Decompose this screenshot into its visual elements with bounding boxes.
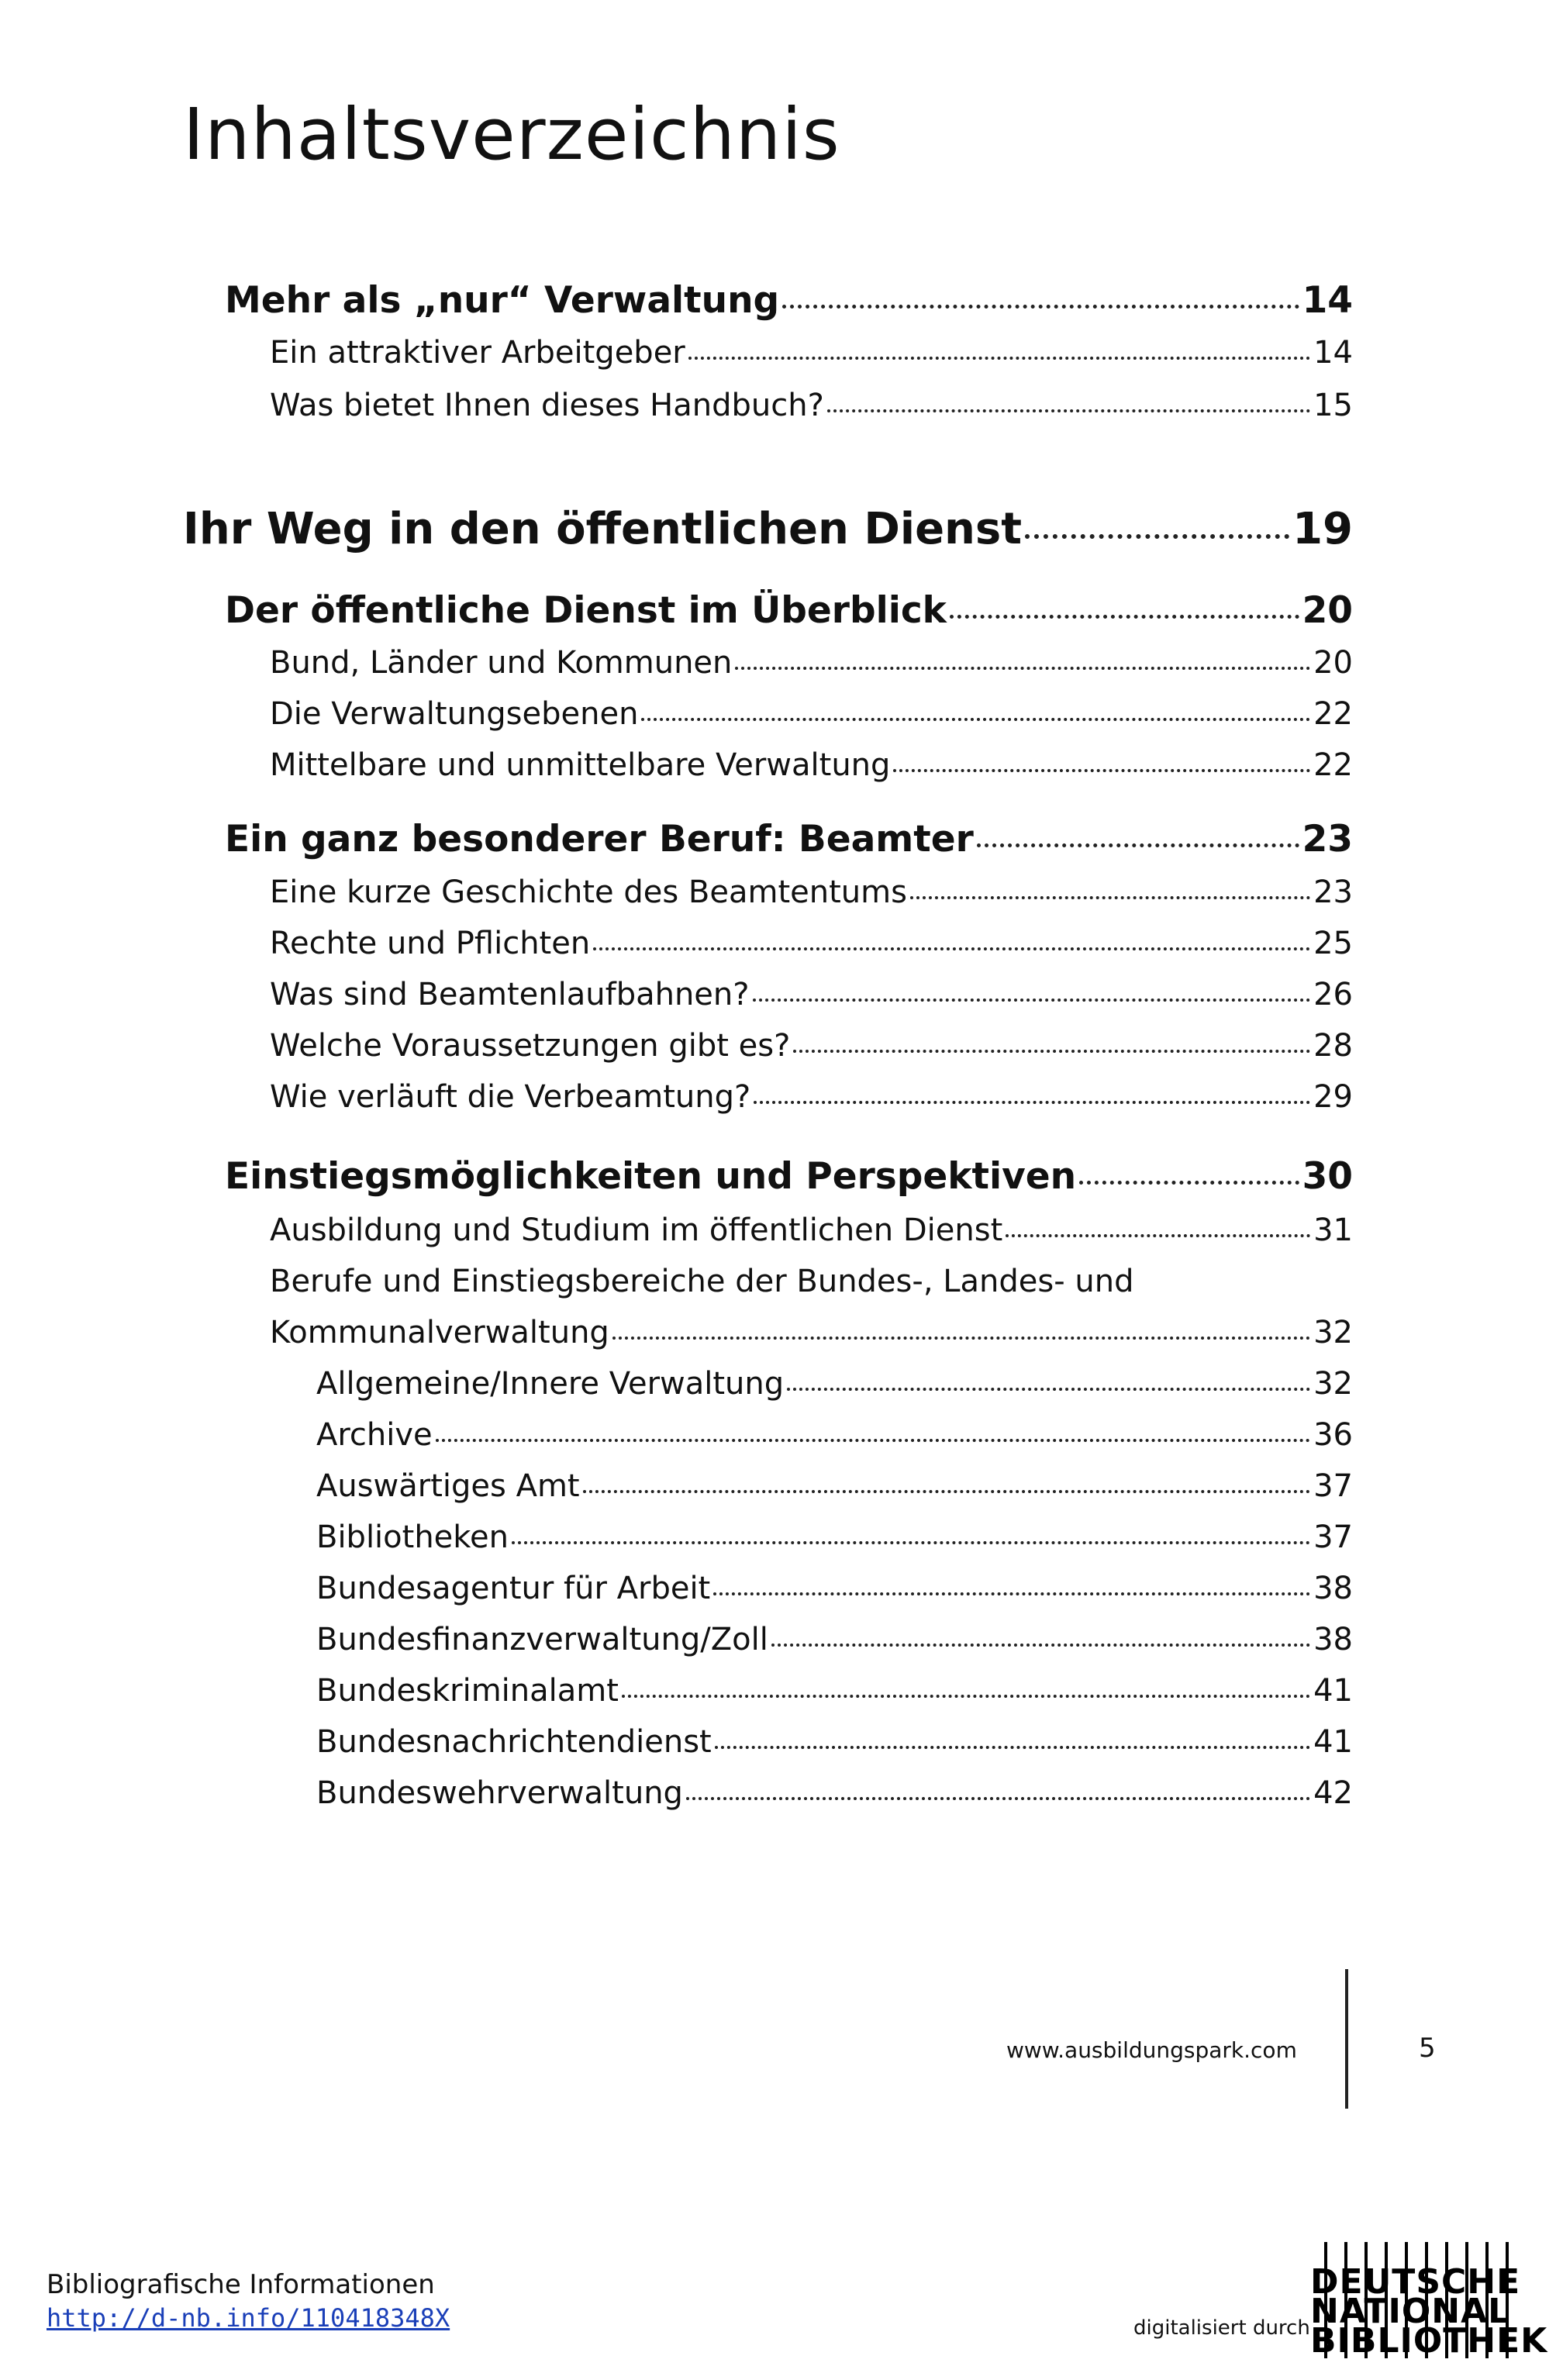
toc-entry[interactable] (183, 504, 1353, 554)
toc-entry-label: Eine kurze Geschichte des Beamtentums (270, 874, 907, 910)
toc-entry[interactable] (225, 1155, 1353, 1198)
toc-entry-label: Auswärtiges Amt (316, 1468, 580, 1504)
toc-entry-page: 22 (1313, 747, 1353, 783)
dnb-logo-line: NATIONAL (1310, 2292, 1511, 2331)
toc-entry[interactable] (316, 1571, 1353, 1606)
toc-leader-dots (612, 1337, 1310, 1340)
toc-entry-label: Der öffentliche Dienst im Überblick (225, 589, 947, 632)
toc-entry-label: Bundeskriminalamt (316, 1673, 619, 1709)
toc-leader-dots (686, 1797, 1310, 1800)
footer-url: www.ausbildungspark.com (1006, 2037, 1297, 2063)
toc-leader-dots (893, 769, 1310, 772)
toc-entry[interactable] (316, 1673, 1353, 1709)
toc-entry[interactable] (316, 1417, 1353, 1453)
toc-entry-page: 30 (1302, 1155, 1353, 1198)
toc-entry-page: 25 (1313, 926, 1353, 961)
toc-entry-label: Wie verläuft die Verbeamtung? (270, 1079, 751, 1115)
dnb-logo-line: BIBLIOTHEK (1310, 2321, 1548, 2361)
toc-leader-dots (713, 1592, 1310, 1595)
toc-entry[interactable] (270, 696, 1353, 732)
toc-entry[interactable] (316, 1724, 1353, 1760)
toc-entry-page: 14 (1313, 335, 1353, 371)
toc-entry-page: 28 (1313, 1028, 1353, 1064)
toc-entry-page: 20 (1313, 645, 1353, 681)
toc-leader-dots (512, 1541, 1310, 1544)
toc-entry-label: Rechte und Pflichten (270, 926, 591, 961)
toc-entry-page: 22 (1313, 696, 1353, 732)
toc-entry-page: 42 (1313, 1775, 1353, 1811)
toc-leader-dots (593, 947, 1310, 950)
toc-entry[interactable] (270, 747, 1353, 783)
toc-entry-label: Bund, Länder und Kommunen (270, 645, 733, 681)
toc-leader-dots (827, 409, 1310, 412)
biblio-heading: Bibliografische Informationen (47, 2269, 435, 2300)
toc-entry[interactable] (225, 589, 1353, 632)
toc-leader-dots (436, 1439, 1310, 1442)
page-title: Inhaltsverzeichnis (183, 93, 840, 176)
toc-entry-page: 37 (1313, 1468, 1353, 1504)
toc-entry[interactable] (270, 388, 1353, 423)
toc-leader-dots (771, 1644, 1310, 1647)
toc-entry-page: 41 (1313, 1673, 1353, 1709)
dnb-logo (1310, 2242, 1548, 2361)
toc-entry[interactable] (270, 645, 1353, 681)
toc-leader-dots (754, 1101, 1310, 1104)
toc-entry-page: 29 (1313, 1079, 1353, 1115)
toc-entry[interactable] (316, 1775, 1353, 1811)
toc-entry-label: Mittelbare und unmittelbare Verwaltung (270, 747, 891, 783)
dnb-logo-line: DEUTSCHE (1310, 2262, 1521, 2302)
toc-entry[interactable] (316, 1519, 1353, 1555)
toc-leader-dots (688, 357, 1310, 360)
toc-entry-page: 23 (1313, 874, 1353, 910)
toc-entry[interactable] (270, 977, 1353, 1012)
bibliographic-info (47, 2268, 450, 2334)
toc-entry[interactable] (270, 335, 1353, 371)
toc-entry-page: 23 (1302, 818, 1353, 861)
toc-entry[interactable] (270, 1212, 1353, 1248)
toc-entry-page: 37 (1313, 1519, 1353, 1555)
toc-entry-page: 41 (1313, 1724, 1353, 1760)
toc-entry-label: Bundesnachrichtendienst (316, 1724, 712, 1760)
toc-entry-label: Bundesfinanzverwaltung/Zoll (316, 1622, 768, 1657)
toc-leader-dots (793, 1050, 1310, 1053)
toc-leader-dots (782, 305, 1299, 309)
toc-leader-dots (1006, 1234, 1310, 1237)
toc-entry-label: Berufe und Einstiegsbereiche der Bundes-, Landes- und (270, 1264, 1134, 1299)
toc-entry-page: 38 (1313, 1622, 1353, 1657)
toc-entry-page: 14 (1302, 279, 1353, 322)
toc-entry-page: 32 (1313, 1315, 1353, 1350)
footer-divider (1345, 1969, 1348, 2109)
toc-entry-label: Welche Voraussetzungen gibt es? (270, 1028, 791, 1064)
toc-entry-label: Bundeswehrverwaltung (316, 1775, 683, 1811)
toc-entry-label: Ein ganz besonderer Beruf: Beamter (225, 818, 974, 861)
toc-entry-label: Bundesagentur für Arbeit (316, 1571, 711, 1606)
toc-entry[interactable] (225, 279, 1353, 322)
toc-leader-dots (622, 1695, 1310, 1698)
toc-leader-dots (787, 1388, 1310, 1391)
page-number: 5 (1419, 2033, 1436, 2064)
digitized-by-label: digitalisiert durch (1133, 2316, 1310, 2340)
toc-entry-page: 31 (1313, 1212, 1353, 1248)
toc-leader-dots (715, 1746, 1310, 1749)
toc-entry[interactable] (270, 874, 1353, 910)
toc-entry-label: Allgemeine/Innere Verwaltung (316, 1366, 785, 1402)
toc-entry-label: Einstiegsmöglichkeiten und Perspektiven (225, 1155, 1077, 1198)
toc-entry-label: Kommunalverwaltung (270, 1315, 609, 1350)
toc-entry[interactable] (225, 818, 1353, 861)
toc-entry-label: Was sind Beamtenlaufbahnen? (270, 977, 750, 1012)
toc-leader-dots (1025, 534, 1289, 539)
toc-entry[interactable] (270, 926, 1353, 961)
toc-leader-dots (583, 1490, 1311, 1493)
toc-entry-label: Mehr als „nur“ Verwaltung (225, 279, 780, 322)
toc-entry-label: Archive (316, 1417, 433, 1453)
toc-entry[interactable] (270, 1028, 1353, 1064)
toc-entry-label: Die Verwaltungsebenen (270, 696, 639, 732)
toc-leader-dots (641, 718, 1310, 721)
toc-entry-page: 38 (1313, 1571, 1353, 1606)
toc-entry-page: 15 (1313, 388, 1353, 423)
toc-entry-label: Ihr Weg in den öffentlichen Dienst (183, 504, 1023, 554)
toc-entry[interactable] (316, 1622, 1353, 1657)
toc-entry-label: Ein attraktiver Arbeitgeber (270, 335, 685, 371)
toc-leader-dots (910, 896, 1310, 899)
toc-entry-label: Ausbildung und Studium im öffentlichen Dienst (270, 1212, 1003, 1248)
toc-entry-page: 26 (1313, 977, 1353, 1012)
toc-entry[interactable] (316, 1468, 1353, 1504)
toc-entry[interactable] (270, 1079, 1353, 1115)
toc-entry-label: Bibliotheken (316, 1519, 509, 1555)
toc-leader-dots (1079, 1181, 1299, 1185)
toc-entry-page: 36 (1313, 1417, 1353, 1453)
toc-entry-page: 32 (1313, 1366, 1353, 1402)
toc-entry-page: 19 (1292, 504, 1353, 554)
toc-entry-label: Was bietet Ihnen dieses Handbuch? (270, 388, 824, 423)
toc-leader-dots (950, 615, 1299, 619)
toc-leader-dots (977, 843, 1299, 847)
toc-entry[interactable] (270, 1315, 1353, 1350)
toc-leader-dots (753, 999, 1311, 1002)
toc-leader-dots (735, 667, 1310, 670)
biblio-link[interactable]: http://d-nb.info/110418348X (47, 2302, 450, 2333)
toc-entry-page: 20 (1302, 589, 1353, 632)
toc-entry[interactable] (316, 1366, 1353, 1402)
